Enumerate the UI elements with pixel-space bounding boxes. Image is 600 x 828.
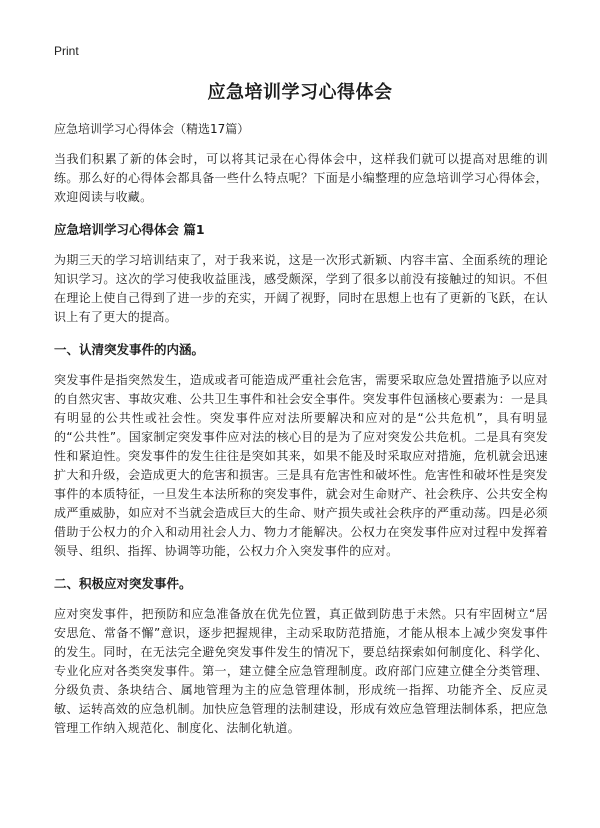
subheading-2: 二、积极应对突发事件。 xyxy=(54,576,192,591)
paragraph-2: 突发事件是指突然发生，造成或者可能造成严重社会危害，需要采取应急处置措施予以应对的自然灾害、事故灾难、公共卫生事件和社会安全事件。突发事件包涵核心要素为：一是具有明显的公共性或社会性。突发事件应对法所要解决和应对的是“公共危机”，具有明显的“公共性”。国家制定突发事件应对法的核心目的是为了应对突发公共危机。二是具有突发性和紧迫性。突发事件的发生往往是突如其来，如果不能及时采取应对措施，危机就会迅速扩大和升级，会造成更大的危害和损害。三是具有危害性和破坏性。危害性和破坏性是突发事件的本质特征，一旦发生本法所称的突发事件，就会对生命财产、社会秩序、公共安全构成严重威胁，如应对不当就会造成巨大的生命、财产损失或社会秩序的严重动荡。四是必须借助于公权力的介入和动用社会人力、物力才能解决。公权力在突发事件应对过程中发挥着领导、组织、指挥、协调等功能，公权力介入突发事件的应对。 xyxy=(54,373,548,558)
article-body xyxy=(54,120,548,752)
paragraph-1: 为期三天的学习培训结束了，对于我来说，这是一次形式新颖、内容丰富、全面系统的理论知识学习。这次的学习使我收益匪浅，感受颇深，学到了很多以前没有接触过的知识。不但在理论上使自己得到了进一步的充实，开阔了视野，同时在思想上也有了更新的飞跃，在认识上有了更大的提高。 xyxy=(54,253,548,324)
intro-paragraph: 当我们积累了新的体会时，可以将其记录在心得体会中，这样我们就可以提高对思维的训练。那么好的心得体会都具备一些什么特点呢？下面是小编整理的应急培训学习心得体会，欢迎阅读与收藏。 xyxy=(54,152,548,204)
section-heading: 应急培训学习心得体会 篇1 xyxy=(54,222,205,237)
article-subtitle: 应急培训学习心得体会（精选17篇） xyxy=(54,122,250,136)
print-link[interactable]: Print xyxy=(54,44,79,58)
subheading-1: 一、认清突发事件的内涵。 xyxy=(54,342,205,357)
page-title: 应急培训学习心得体会 xyxy=(207,82,393,103)
paragraph-3: 应对突发事件，把预防和应急准备放在优先位置，真正做到防患于未然。只有牢固树立“居安思危、常备不懈”意识，逐步把握规律，主动采取防范措施，才能从根本上减少突发事件的发生。同时，在无法完全避免突发事件发生的情况下，要总结探索如何制度化、科学化、专业化应对各类突发事件。第一，建立健全应急管理制度。政府部门应建立健全分类管理、分级负责、条块结合、属地管理为主的应急管理体制，形成统一指挥、功能齐全、反应灵敏、运转高效的应急机制。加快应急管理的法制建设，形成有效应急管理法制体系，把应急管理工作纳入规范化、制度化、法制化轨道。 xyxy=(54,607,548,735)
